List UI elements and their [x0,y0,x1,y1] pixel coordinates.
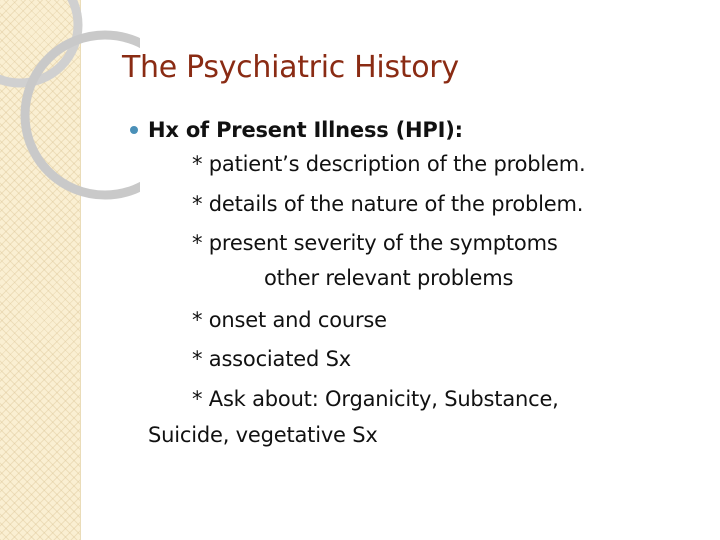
body-line-5: * onset and course [192,308,387,332]
decorative-rings-icon [0,0,140,200]
body-line-6: * associated Sx [192,347,351,371]
slide-title: The Psychiatric History [122,50,459,85]
body-line-7: * Ask about: Organicity, Substance, [192,387,559,411]
body-line-1: * patient’s description of the problem. [192,152,586,176]
body-line-8: Suicide, vegetative Sx [148,423,378,447]
body-line-3: * present severity of the symptoms [192,231,558,255]
bullet-dot-icon [130,126,138,134]
body-line-2: * details of the nature of the problem. [192,192,584,216]
bullet-heading: Hx of Present Illness (HPI): [148,118,463,142]
body-line-4: other relevant problems [264,266,514,290]
